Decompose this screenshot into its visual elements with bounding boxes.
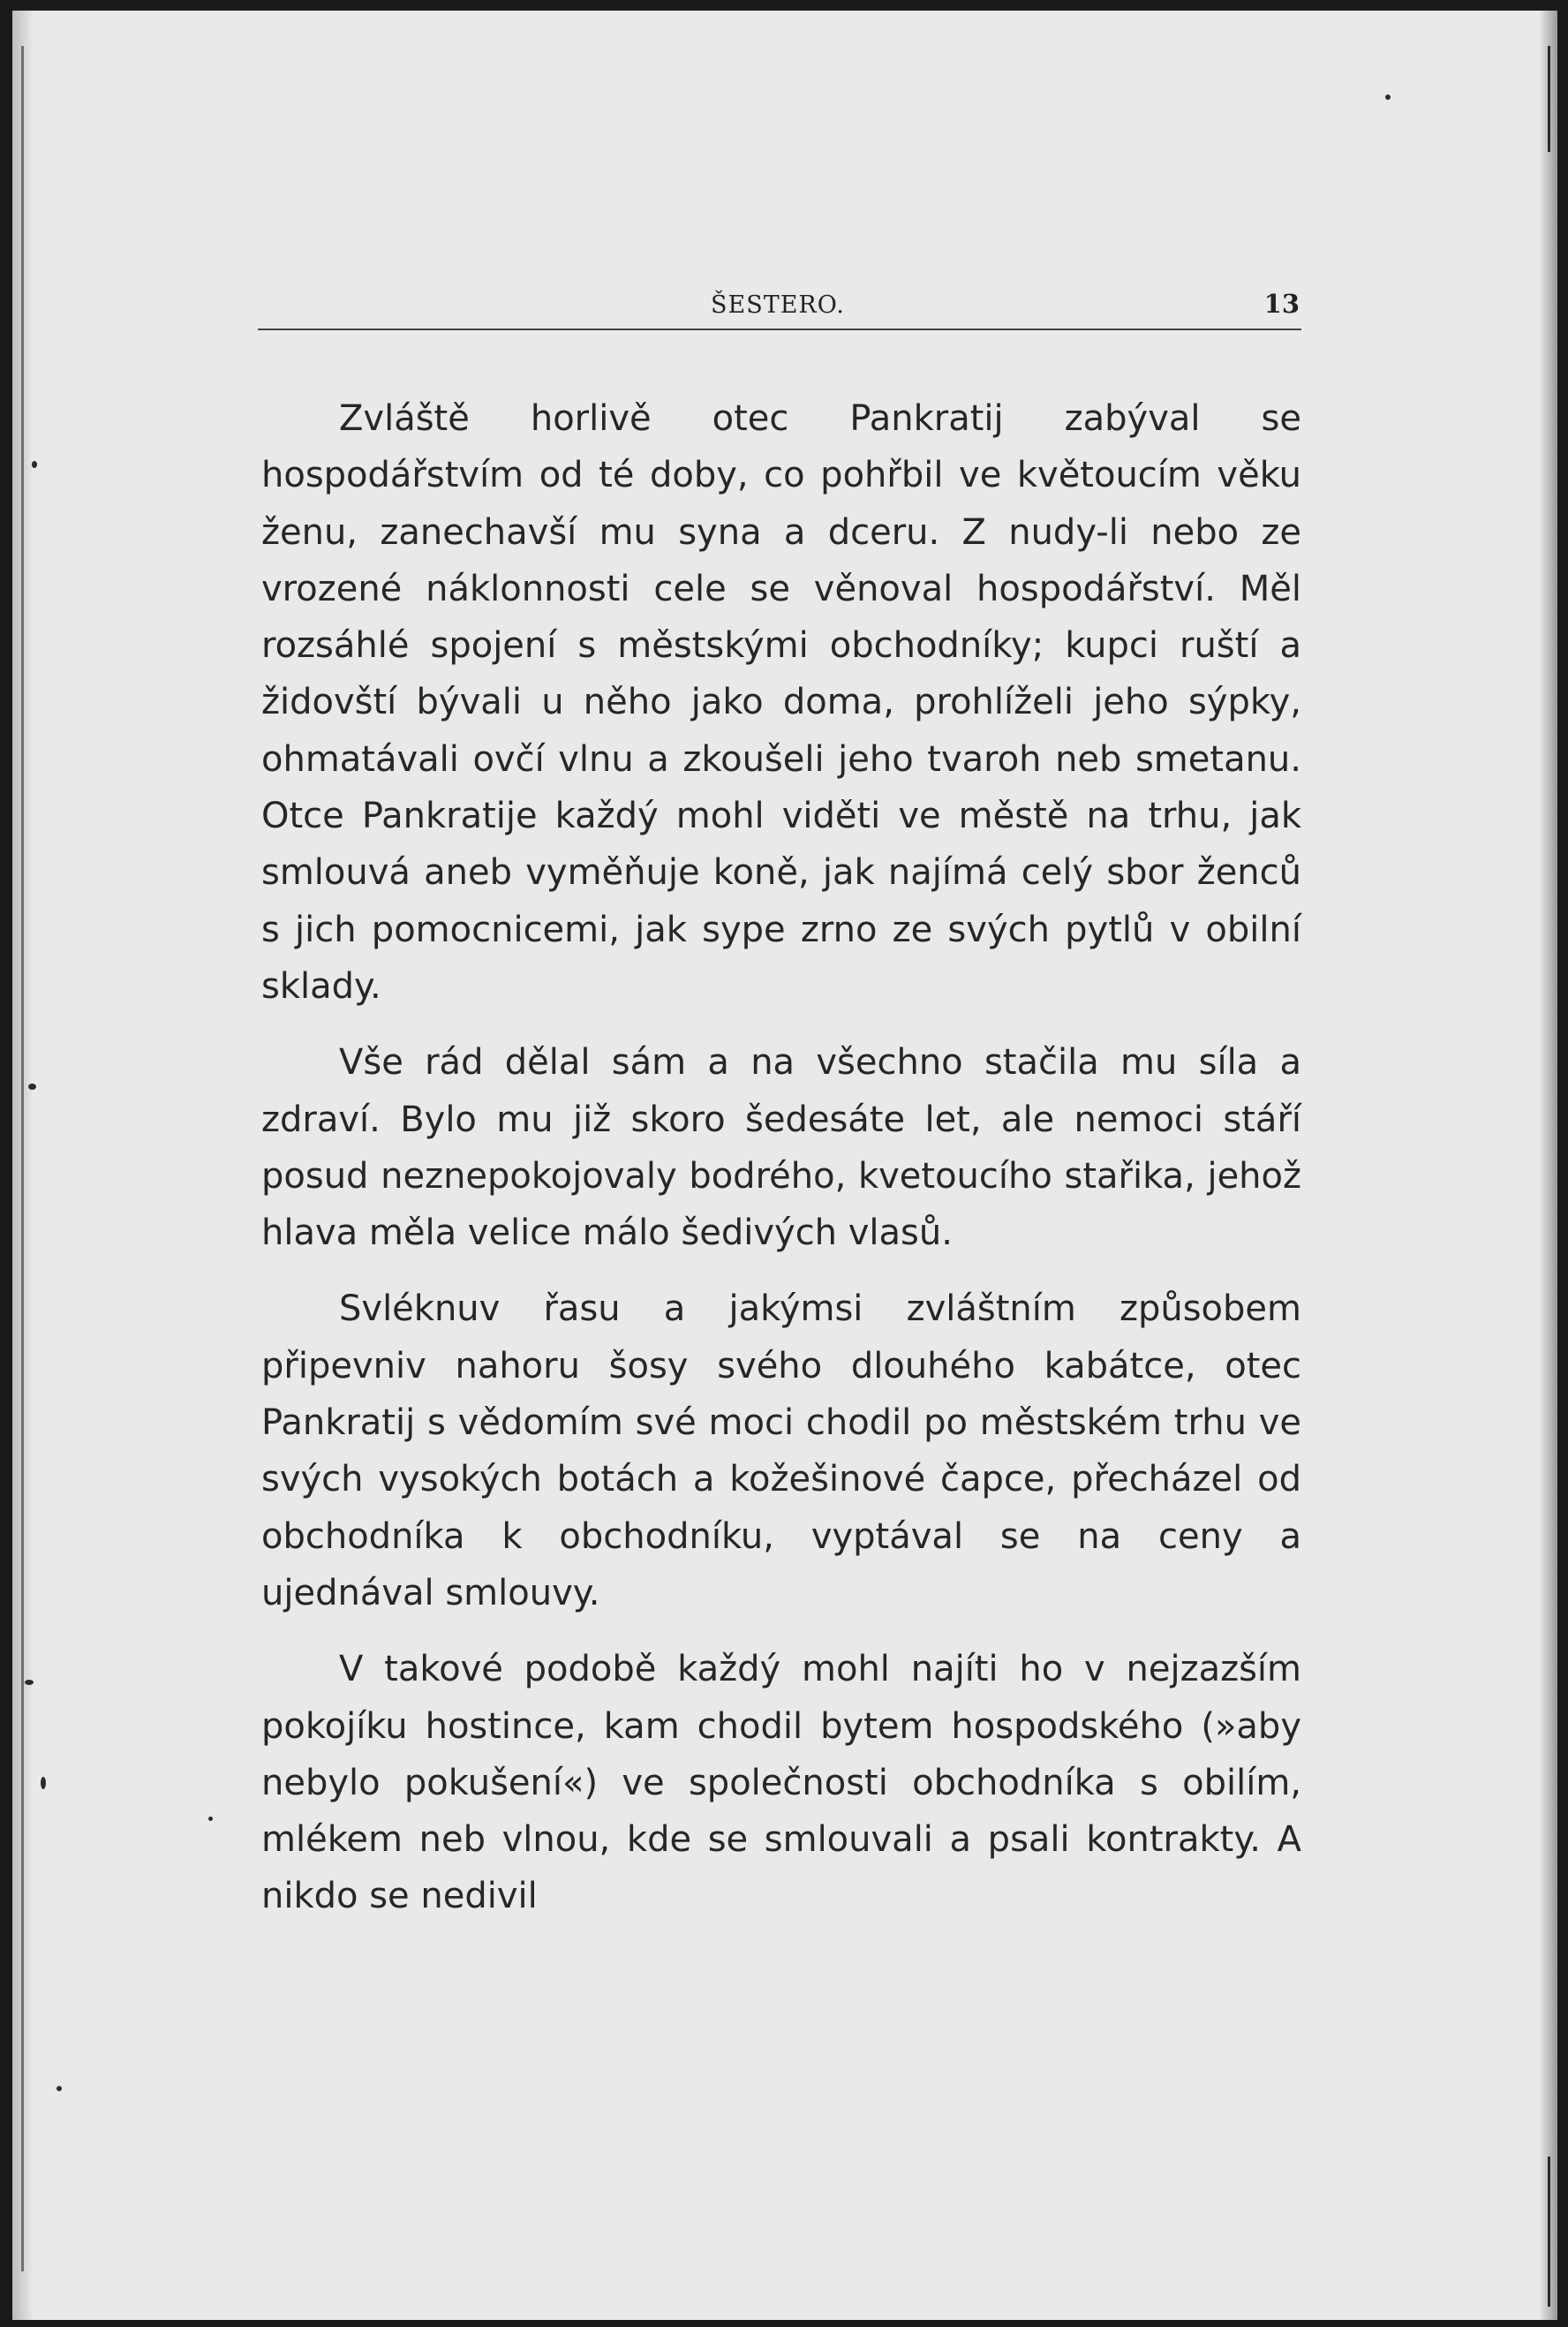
page-speck <box>208 1817 213 1821</box>
page-edge-mark <box>1548 46 1550 152</box>
paragraph: V takové podobě každý mohl najíti ho v nejzazším pokojíku hostince, kam chodil bytem hospodského (»aby nebylo pokušení«) ve společnosti obchodníka s obilím, mlékem neb vlnou, kde se smlouvali a psali kontrakty. A nikdo se nedivil <box>261 1649 1301 1917</box>
paragraph: Zvláště horlivě otec Pankratij zabýval se hospodářstvím od té doby, co pohřbil ve květoucím věku ženu, zanechavší mu syna a dceru. Z nudy-li nebo ze vrozené náklonnosti cele se věnoval hospodářství. Měl rozsáhlé spojení s městskými obchodníky; kupci ruští a židovští bývali u něho jako doma, prohlíželi jeho sýpky, ohmatávali ovčí vlnu a zkoušeli jeho tvaroh neb smetanu. Otce Pankratije každý mohl viděti ve městě na trhu, jak smlouvá aneb vyměňuje koně, jak najímá celý sbor ženců s jich pomocnicemi, jak sype zrno ze svých pytlů v obilní sklady. <box>261 398 1301 1007</box>
book-page <box>12 11 1557 2320</box>
body-text <box>261 390 1301 1945</box>
page-number: 13 <box>1263 289 1300 319</box>
page-speck <box>25 1680 34 1685</box>
paragraph: Svléknuv řasu a jakýmsi zvláštním způsobem připevniv nahoru šosy svého dlouhého kabátce, otec Pankratij s vědomím své moci chodil po městském trhu ve svých vysokých botách a kožešinové čapce, přecházel od obchodníka k obchodníku, vyptával se na ceny a ujednával smlouvy. <box>261 1288 1301 1613</box>
page-binding-line <box>21 46 24 2271</box>
page-right-edge <box>1540 11 1557 2320</box>
page-speck <box>1385 94 1391 100</box>
paragraph: Vše rád dělal sám a na všechno stačila mu síla a zdraví. Bylo mu již skoro šedesáte let, ale nemoci stáří posud neznepokojovaly bodrého, kvetoucího stařika, jehož hlava měla velice málo šedivých vlasů. <box>261 1042 1301 1254</box>
page-speck <box>32 461 37 468</box>
page-header <box>258 276 1301 330</box>
page-edge-mark <box>1548 2157 1550 2307</box>
page-speck <box>57 2086 62 2091</box>
page-speck <box>28 1084 36 1090</box>
page-speck <box>41 1777 46 1789</box>
running-title: ŠESTERO. <box>711 291 845 319</box>
